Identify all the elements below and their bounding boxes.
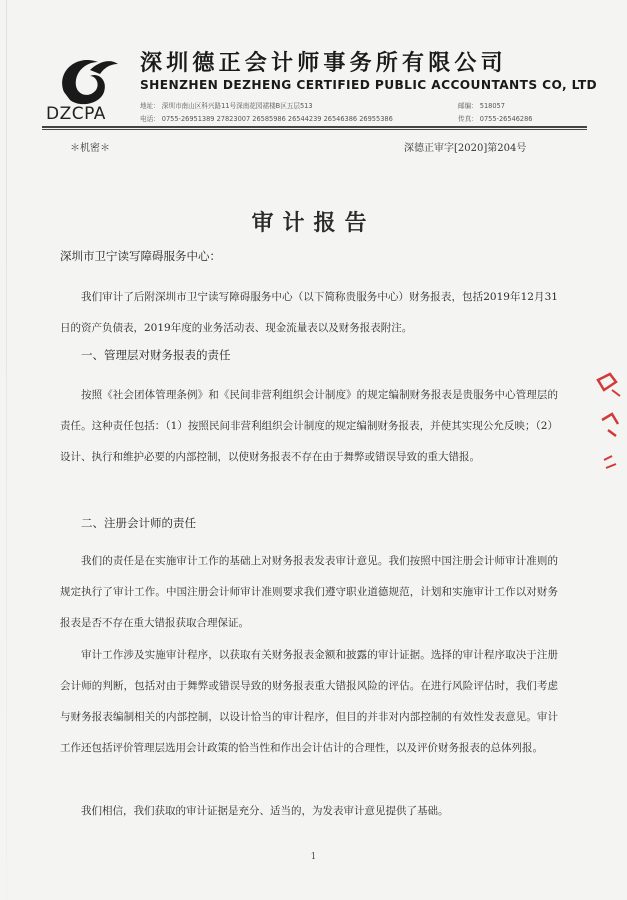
- logo-text: DZCPA: [46, 104, 106, 124]
- phone-label: 电话：: [140, 115, 160, 123]
- section2-paragraph-2: 审计工作涉及实施审计程序，以获取有关财务报表金额和披露的审计证据。选择的审计程序取决于注册会计师的判断，包括对由于舞弊或错误导致的财务报表重大错报风险的评估。在进行风险评估时，我们考虑与财务报表编制相关的内部控制，以设计恰当的审计程序，但目的并非对内部控制的有效性发表意见。审计工作还包括评价管理层选用会计政策的恰当性和作出会计估计的合理性，以及评价财务报表的总体列报。: [60, 649, 558, 754]
- section2-paragraph-3: 我们相信，我们获取的审计证据是充分、适当的，为发表审计意见提供了基础。: [81, 805, 449, 817]
- address-label: 地址：: [140, 102, 160, 110]
- seal-stamp-icon: [590, 360, 627, 480]
- letterhead-rule: [42, 126, 587, 128]
- binding-edge: [6, 0, 7, 900]
- firm-name-en: SHENZHEN DEZHENG CERTIFIED PUBLIC ACCOUNTANTS CO, LTD: [140, 78, 598, 92]
- address-value: 深圳市南山区科兴路11号深南花园裙楼B区五层513: [161, 102, 313, 110]
- fax-label: 传真：: [458, 115, 478, 123]
- contact-line-address: [140, 100, 505, 110]
- addressee: 深圳市卫宁读写障碍服务中心：: [60, 249, 221, 263]
- firm-name-cn: 深圳德正会计师事务所有限公司: [140, 51, 507, 76]
- section2-paragraph-1: 我们的责任是在实施审计工作的基础上对财务报表发表审计意见。我们按照中国注册会计师审计准则的规定执行了审计工作。中国注册会计师审计准则要求我们遵守职业道德规范，计划和实施审计工作以对财务报表是否不存在重大错报获取合理保证。: [60, 555, 558, 629]
- postcode-value: 518057: [479, 102, 505, 110]
- page-number: 1: [310, 852, 317, 862]
- contact-line-phone: [140, 113, 533, 123]
- report-title: 审计报告: [251, 210, 376, 236]
- document-number: 深德正审字[2020]第204号: [404, 143, 527, 154]
- phone-value: 0755-26951389 27823007 26585986 26544239 26546386 26955386: [161, 115, 393, 123]
- fax-value: 0755-26546286: [479, 115, 533, 123]
- section1-paragraph: 按照《社会团体管理条例》和《民间非营利组织会计制度》的规定编制财务报表是贵服务中心管理层的责任。这种责任包括：（1）按照民间非营利组织会计制度的规定编制财务报表，并使其实现公允反映；（2）设计、执行和维护必要的内部控制，以使财务报表不存在由于舞弊或错误导致的重大错报。: [60, 389, 558, 463]
- intro-paragraph: 我们审计了后附深圳市卫宁读写障碍服务中心（以下简称贵服务中心）财务报表，包括2019年12月31日的资产负债表，2019年度的业务活动表、现金流量表以及财务报表附注。: [60, 291, 558, 334]
- letterhead-rule-thin: [42, 129, 587, 130]
- confidential-mark: ＊机密＊: [70, 143, 110, 154]
- section2-heading: 二、注册会计师的责任: [81, 516, 196, 530]
- postcode-label: 邮编：: [458, 102, 478, 110]
- section1-heading: 一、管理层对财务报表的责任: [81, 348, 231, 362]
